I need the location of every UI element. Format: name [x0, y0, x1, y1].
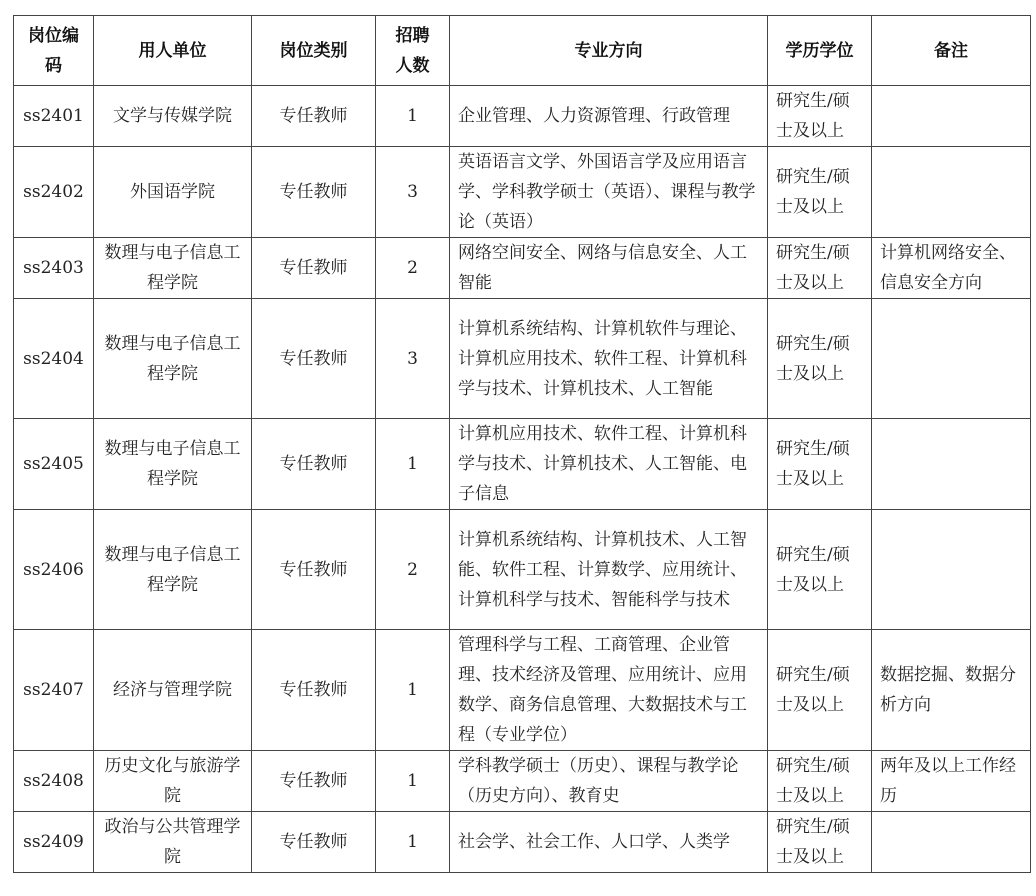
cell-degree: 研究生/硕士及以上	[768, 238, 872, 299]
header-major: 专业方向	[450, 16, 768, 86]
cell-degree: 研究生/硕士及以上	[768, 419, 872, 510]
cell-category: 专任教师	[252, 147, 376, 238]
cell-count: 3	[376, 299, 450, 419]
cell-unit: 文学与传媒学院	[94, 86, 252, 147]
recruitment-table	[13, 15, 1031, 873]
cell-unit: 数理与电子信息工程学院	[94, 419, 252, 510]
cell-degree: 研究生/硕士及以上	[768, 630, 872, 751]
cell-major: 管理科学与工程、工商管理、企业管理、技术经济及管理、应用统计、应用数学、商务信息管理、大数据技术与工程（专业学位）	[450, 630, 768, 751]
cell-note	[872, 812, 1031, 873]
cell-category: 专任教师	[252, 510, 376, 630]
cell-major: 计算机系统结构、计算机软件与理论、计算机应用技术、软件工程、计算机科学与技术、计算机技术、人工智能	[450, 299, 768, 419]
header-code: 岗位编码	[14, 16, 94, 86]
header-degree: 学历学位	[768, 16, 872, 86]
cell-degree: 研究生/硕士及以上	[768, 299, 872, 419]
cell-unit: 数理与电子信息工程学院	[94, 299, 252, 419]
cell-code: ss2406	[14, 510, 94, 630]
cell-unit: 数理与电子信息工程学院	[94, 510, 252, 630]
cell-major: 社会学、社会工作、人口学、人类学	[450, 812, 768, 873]
cell-count: 1	[376, 812, 450, 873]
cell-category: 专任教师	[252, 299, 376, 419]
cell-major: 计算机系统结构、计算机技术、人工智能、软件工程、计算数学、应用统计、计算机科学与技术、智能科学与技术	[450, 510, 768, 630]
cell-degree: 研究生/硕士及以上	[768, 812, 872, 873]
cell-unit: 外国语学院	[94, 147, 252, 238]
cell-note	[872, 86, 1031, 147]
cell-code: ss2404	[14, 299, 94, 419]
table-row	[14, 812, 1031, 873]
cell-degree: 研究生/硕士及以上	[768, 751, 872, 812]
cell-note: 数据挖掘、数据分析方向	[872, 630, 1031, 751]
cell-category: 专任教师	[252, 238, 376, 299]
cell-code: ss2405	[14, 419, 94, 510]
cell-count: 1	[376, 630, 450, 751]
header-count: 招聘人数	[376, 16, 450, 86]
cell-category: 专任教师	[252, 86, 376, 147]
cell-count: 1	[376, 419, 450, 510]
cell-major: 学科教学硕士（历史）、课程与教学论（历史方向）、教育史	[450, 751, 768, 812]
cell-unit: 历史文化与旅游学院	[94, 751, 252, 812]
cell-unit: 数理与电子信息工程学院	[94, 238, 252, 299]
table-row	[14, 299, 1031, 419]
cell-major: 企业管理、人力资源管理、行政管理	[450, 86, 768, 147]
table-row	[14, 238, 1031, 299]
cell-code: ss2407	[14, 630, 94, 751]
cell-count: 1	[376, 751, 450, 812]
header-unit: 用人单位	[94, 16, 252, 86]
table-row	[14, 86, 1031, 147]
cell-count: 1	[376, 86, 450, 147]
cell-code: ss2402	[14, 147, 94, 238]
cell-code: ss2403	[14, 238, 94, 299]
table-row	[14, 510, 1031, 630]
cell-unit: 政治与公共管理学院	[94, 812, 252, 873]
cell-code: ss2401	[14, 86, 94, 147]
header-row	[14, 16, 1031, 86]
cell-count: 3	[376, 147, 450, 238]
cell-category: 专任教师	[252, 751, 376, 812]
cell-degree: 研究生/硕士及以上	[768, 147, 872, 238]
cell-major: 网络空间安全、网络与信息安全、人工智能	[450, 238, 768, 299]
cell-code: ss2409	[14, 812, 94, 873]
cell-major: 计算机应用技术、软件工程、计算机科学与技术、计算机技术、人工智能、电子信息	[450, 419, 768, 510]
cell-count: 2	[376, 238, 450, 299]
cell-category: 专任教师	[252, 630, 376, 751]
cell-category: 专任教师	[252, 812, 376, 873]
cell-category: 专任教师	[252, 419, 376, 510]
cell-code: ss2408	[14, 751, 94, 812]
cell-note: 计算机网络安全、信息安全方向	[872, 238, 1031, 299]
cell-major: 英语语言文学、外国语言学及应用语言学、学科教学硕士（英语）、课程与教学论（英语）	[450, 147, 768, 238]
cell-note	[872, 147, 1031, 238]
cell-count: 2	[376, 510, 450, 630]
table-row	[14, 630, 1031, 751]
table-row	[14, 419, 1031, 510]
cell-unit: 经济与管理学院	[94, 630, 252, 751]
cell-note	[872, 419, 1031, 510]
table-row	[14, 147, 1031, 238]
cell-note: 两年及以上工作经历	[872, 751, 1031, 812]
table-row	[14, 751, 1031, 812]
cell-note	[872, 299, 1031, 419]
header-category: 岗位类别	[252, 16, 376, 86]
cell-note	[872, 510, 1031, 630]
cell-degree: 研究生/硕士及以上	[768, 510, 872, 630]
header-note: 备注	[872, 16, 1031, 86]
cell-degree: 研究生/硕士及以上	[768, 86, 872, 147]
